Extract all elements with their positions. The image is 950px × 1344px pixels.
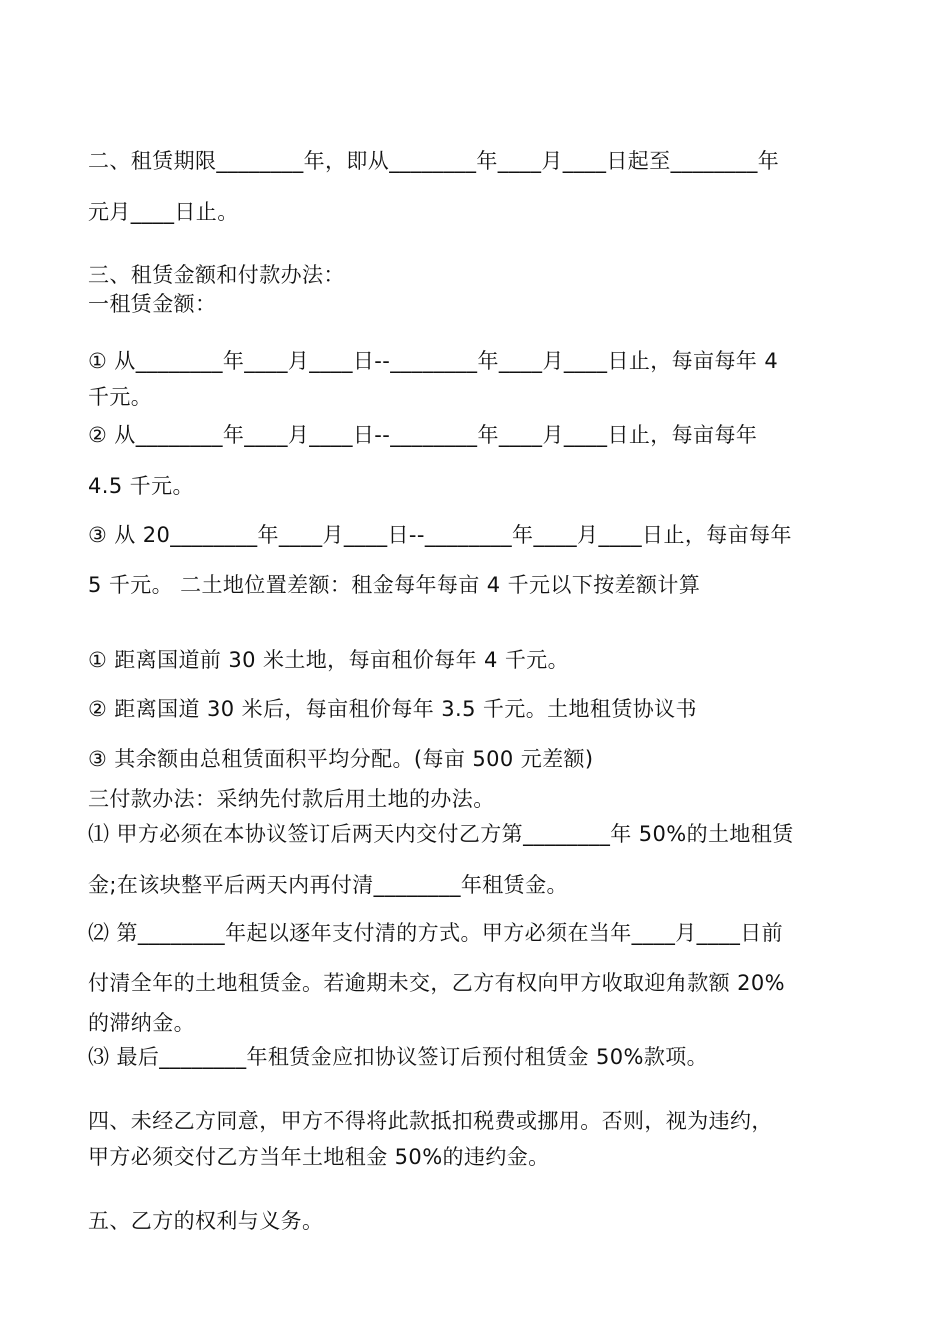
lease-term-line: 二、租赁期限________年，即从________年____月____日起至________年 xyxy=(88,149,780,173)
payment-clause-2: ⑵ 第________年起以逐年支付清的方式。甲方必须在当年____月____日前 xyxy=(88,921,784,945)
payment-clause-2-cont: 付清全年的土地租赁金。若逾期未交，乙方有权向甲方收取迎角款额 20% xyxy=(88,971,785,995)
payment-clause-1-cont: 金;在该块整平后两天内再付清________年租赁金。 xyxy=(88,873,568,897)
rent-period-3-line: ③ 从 20________年____月____日--________年____月____日止，每亩每年 xyxy=(88,523,792,547)
rent-period-2-line: ② 从________年____月____日--________年____月____日止，每亩每年 xyxy=(88,423,758,447)
rent-period-3-cont: 5 千元。 二土地位置差额：租金每年每亩 4 千元以下按差额计算 xyxy=(88,573,701,597)
rent-period-2-cont: 4.5 千元。 xyxy=(88,474,194,498)
rent-period-1-line: ① 从________年____月____日--________年____月____日止，每亩每年 4 xyxy=(88,349,779,373)
lease-term-end-line: 元月____日止。 xyxy=(88,200,239,224)
section-five-heading: 五、乙方的权利与义务。 xyxy=(88,1209,324,1233)
location-diff-2: ② 距离国道 30 米后，每亩租价每年 3.5 千元。土地租赁协议书 xyxy=(88,697,697,721)
payment-clause-3: ⑶ 最后________年租赁金应扣协议签订后预付租赁金 50%款项。 xyxy=(88,1045,709,1069)
rent-period-1-cont: 千元。 xyxy=(88,385,153,409)
location-diff-3: ③ 其余额由总租赁面积平均分配。(每亩 500 元差额) xyxy=(88,747,594,771)
section-three-heading: 三、租赁金额和付款办法： xyxy=(88,263,345,287)
location-diff-1: ① 距离国道前 30 米土地，每亩租价每年 4 千元。 xyxy=(88,648,570,672)
payment-method-heading: 三付款办法：采纳先付款后用土地的办法。 xyxy=(88,787,495,811)
section-four-cont: 甲方必须交付乙方当年土地租金 50%的违约金。 xyxy=(88,1145,550,1169)
payment-clause-1: ⑴ 甲方必须在本协议签订后两天内交付乙方第________年 50%的土地租赁 xyxy=(88,822,794,846)
payment-clause-2-cont2: 的滞纳金。 xyxy=(88,1011,195,1035)
section-four-line: 四、未经乙方同意，甲方不得将此款抵扣税费或挪用。否则，视为违约， xyxy=(88,1109,773,1133)
rent-amount-subheading: 一租赁金额： xyxy=(88,292,217,316)
